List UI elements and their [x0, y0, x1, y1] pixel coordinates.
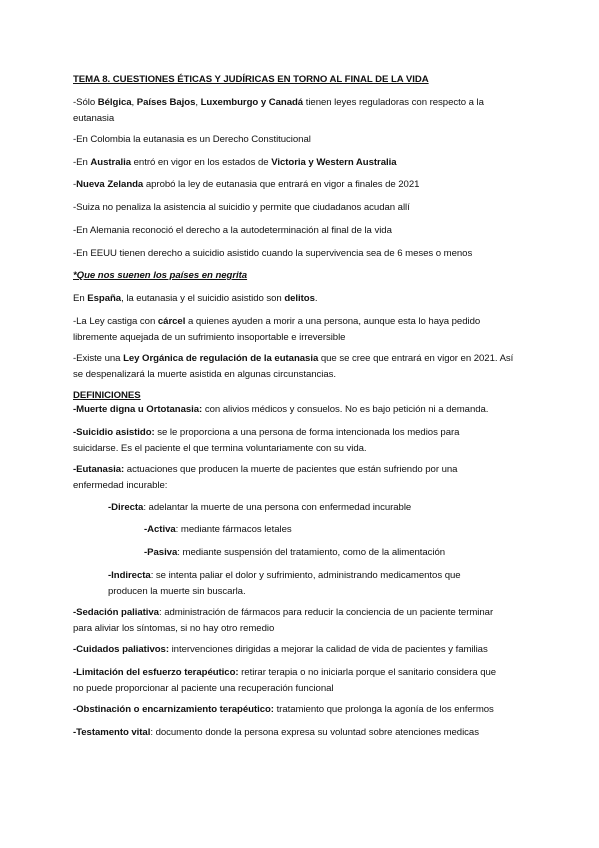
- paragraph-alemania: -En Alemania reconoció el derecho a la autodeterminación al final de la vida: [73, 225, 392, 236]
- definition-muerte-digna: -Muerte digna u Ortotanasia: con alivios médicos y consuelos. No es bajo petición ni a demanda.: [73, 404, 489, 415]
- paragraph-espana: En España, la eutanasia y el suicidio asistido son delitos.: [73, 293, 318, 304]
- note-bold-countries: *Que nos suenen los países en negrita: [73, 270, 248, 281]
- paragraph-belgica-cont: eutanasia: [73, 113, 115, 124]
- definition-eutanasia-cont: enfermedad incurable:: [73, 480, 168, 491]
- paragraph-ley-organica-cont: se despenalizará la muerte asistida en algunas circunstancias.: [73, 369, 337, 380]
- definition-indirecta-cont: producen la muerte sin buscarla.: [108, 586, 246, 597]
- paragraph-eeuu: -En EEUU tienen derecho a suicidio asistido cuando la supervivencia sea de 6 meses o menos: [73, 248, 473, 259]
- paragraph-ley-organica: -Existe una Ley Orgánica de regulación de la eutanasia que se cree que entrará en vigor en 2021. Así: [73, 353, 514, 364]
- paragraph-suiza: -Suiza no penaliza la asistencia al suicidio y permite que ciudadanos acudan allí: [73, 202, 410, 213]
- paragraph-ley-carcel-cont: libremente aquejada de un sufrimiento insoportable e irreversible: [73, 332, 346, 343]
- definition-sedacion-paliativa: -Sedación paliativa: administración de fármacos para reducir la conciencia de un paciente terminar: [73, 607, 494, 618]
- definition-limitacion-esfuerzo: -Limitación del esfuerzo terapéutico: retirar terapia o no iniciarla porque el sanitario considera que: [73, 667, 497, 678]
- paragraph-belgica: -Sólo Bélgica, Países Bajos, Luxemburgo y Canadá tienen leyes reguladoras con respecto a la: [73, 97, 484, 108]
- definition-suicidio-asistido: -Suicidio asistido: se le proporciona a una persona de forma intencionada los medios para: [73, 427, 460, 438]
- paragraph-colombia: -En Colombia la eutanasia es un Derecho Constitucional: [73, 134, 311, 145]
- paragraph-australia: -En Australia entró en vigor en los estados de Victoria y Western Australia: [73, 157, 397, 168]
- definition-sedacion-paliativa-cont: para aliviar los síntomas, si no hay otro remedio: [73, 623, 275, 634]
- definition-directa: -Directa: adelantar la muerte de una persona con enfermedad incurable: [108, 502, 412, 513]
- definition-indirecta: -Indirecta: se intenta paliar el dolor y sufrimiento, administrando medicamentos que: [108, 570, 461, 581]
- paragraph-nueva-zelanda: -Nueva Zelanda aprobó la ley de eutanasia que entrará en vigor a finales de 2021: [73, 179, 420, 190]
- definition-cuidados-paliativos: -Cuidados paliativos: intervenciones dirigidas a mejorar la calidad de vida de pacientes y familias: [73, 644, 488, 655]
- definition-limitacion-esfuerzo-cont: no puede proporcionar al paciente una recuperación funcional: [73, 683, 334, 694]
- definition-pasiva: -Pasiva: mediante suspensión del tratamiento, como de la alimentación: [144, 547, 446, 558]
- definition-suicidio-asistido-cont: suicidarse. Es el paciente el que termina voluntariamente con su vida.: [73, 443, 367, 454]
- page-title: TEMA 8. CUESTIONES ÉTICAS Y JUDÍRICAS EN TORNO AL FINAL DE LA VIDA: [73, 74, 429, 85]
- definition-activa: -Activa: mediante fármacos letales: [144, 524, 292, 535]
- definition-obstinacion: -Obstinación o encarnizamiento terapéutico: tratamiento que prolonga la agonía de los enfermos: [73, 704, 494, 715]
- definition-eutanasia: -Eutanasia: actuaciones que producen la muerte de pacientes que están sufriendo por una: [73, 464, 458, 475]
- definition-testamento-vital: -Testamento vital: documento donde la persona expresa su voluntad sobre atenciones medicas: [73, 727, 479, 738]
- definitions-heading: DEFINICIONES: [73, 390, 141, 401]
- paragraph-ley-carcel: -La Ley castiga con cárcel a quienes ayuden a morir a una persona, aunque esta lo haya pedido: [73, 316, 481, 327]
